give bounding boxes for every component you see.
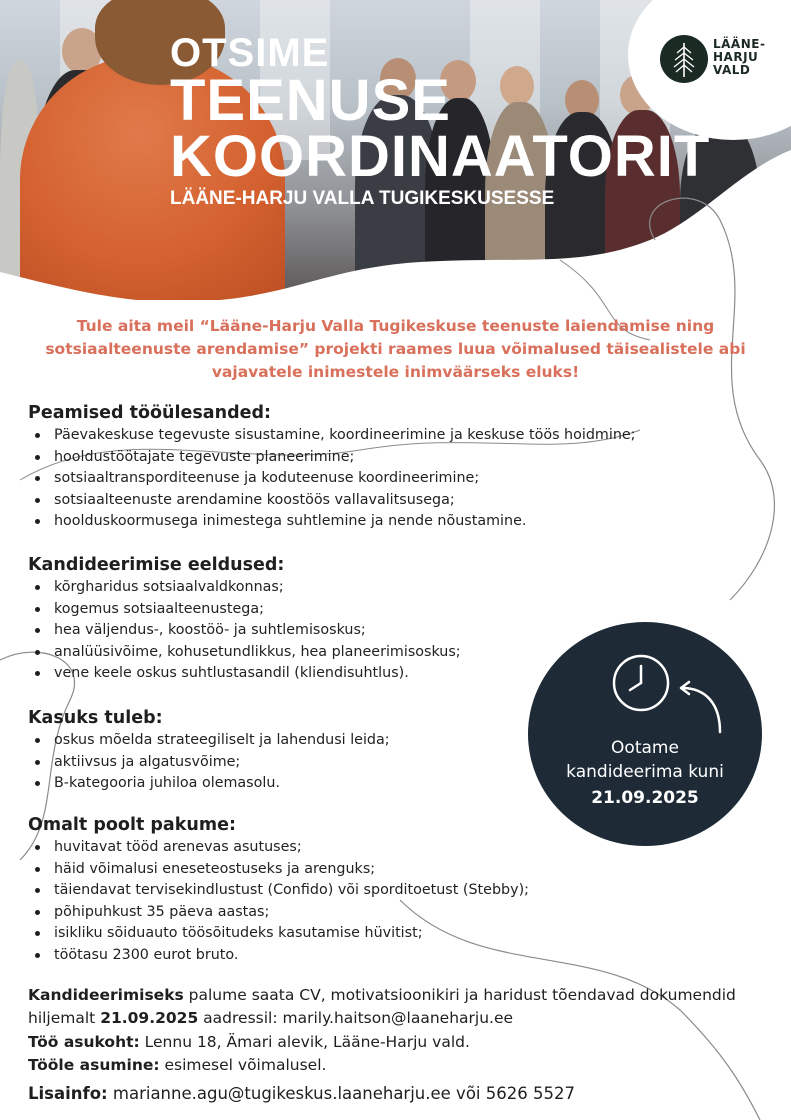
clock-icon: [610, 652, 672, 714]
deadline-badge: [528, 622, 762, 846]
intro-text: Tule aita meil “Lääne-Harju Valla Tugikeskuse teenuste laiendamise ning sotsiaalteenuste arendamise” projekti raames luua võimalused täisealistele abi vajavatele inimestele inimväärseks eluks!: [45, 317, 746, 381]
list-item: täiendavat tervisekindlustust (Confido) või sporditoetust (Stebby);: [28, 880, 728, 902]
badge-date: 21.09.2025: [591, 788, 699, 808]
logo-text: [713, 38, 765, 77]
headline-subtitle: LÄÄNE-HARJU VALLA TUGIKESKUSESSE: [170, 188, 555, 209]
tree-icon: [660, 35, 708, 83]
list-item: isikliku sõiduauto töösõitudeks kasutamise hüvitist;: [28, 923, 728, 945]
info-label: Lisainfo:: [28, 1084, 108, 1104]
headline-line1: OTSIME: [170, 31, 330, 75]
apply-paragraph: [28, 984, 768, 1031]
list-item: huvitavat tööd arenevas asutuses;: [28, 837, 728, 859]
list-item: kõrgharidus sotsiaalvaldkonnas;: [28, 577, 728, 599]
list-item: aktiivsus ja algatusvõime;: [28, 752, 728, 774]
section-title: Kasuks tuleb:: [28, 708, 163, 728]
list-item: hoolduskoormusega inimestega suhtlemine ja nende nõustamine.: [28, 511, 728, 533]
list-item: kogemus sotsiaalteenustega;: [28, 599, 728, 621]
apply-text: palume saata CV, motivatsioonikiri ja haridust tõendavad dokumendid hiljemalt: [28, 986, 736, 1028]
list-item: hea väljendus-, koostöö- ja suhtlemisoskus;: [28, 620, 728, 642]
list-item: põhipuhkust 35 päeva aastas;: [28, 902, 728, 924]
info-line: [28, 1082, 768, 1105]
section-main-tasks: [28, 401, 728, 533]
list-item: B-kategooria juhiloa olemasolu.: [28, 773, 728, 795]
apply-email: aadressil: marily.haitson@laaneharju.ee: [198, 1009, 514, 1028]
badge-line2: kandideerima kuni: [566, 762, 724, 782]
start-value: esimesel võimalusel.: [159, 1055, 327, 1074]
list-item: vene keele oskus suhtlustasandil (kliendisuhtlus).: [28, 663, 728, 685]
list-item: Päevakeskuse tegevuste sisustamine, koordineerimine ja keskuse töös hoidmine;: [28, 425, 728, 447]
section-title: Omalt poolt pakume:: [28, 815, 236, 835]
start-line: [28, 1054, 768, 1077]
headline-line3: KOORDINAATORIT: [170, 124, 711, 189]
list-item: hooldustöötajate tegevuste planeerimine;: [28, 447, 728, 469]
list-item: analüüsivõime, kohusetundlikkus, hea planeerimisoskus;: [28, 642, 728, 664]
section-title: Kandideerimise eeldused:: [28, 555, 285, 575]
apply-label: Kandideerimiseks: [28, 986, 184, 1004]
apply-date: 21.09.2025: [100, 1009, 199, 1028]
logo-line1: LÄÄNE-: [713, 37, 766, 51]
list-item: töötasu 2300 eurot bruto.: [28, 945, 728, 967]
offer-list: [28, 837, 728, 967]
location-label: Töö asukoht:: [28, 1032, 140, 1051]
location-value: Lennu 18, Ämari alevik, Lääne-Harju vald.: [139, 1032, 470, 1051]
section-title: Peamised tööülesanded:: [28, 403, 271, 423]
location-line: [28, 1031, 768, 1054]
task-list: [28, 425, 728, 533]
list-item: häid võimalusi eneseteostuseks ja arenguks;: [28, 859, 728, 881]
footer-info: [28, 984, 768, 1105]
badge-text: [528, 736, 762, 784]
headline-line2: TEENUSE: [170, 68, 451, 133]
list-item: sotsiaaltransporditeenuse ja koduteenuse koordineerimine;: [28, 468, 728, 490]
curved-arrow-icon: [676, 680, 728, 736]
info-value: marianne.agu@tugikeskus.laaneharju.ee või 5626 5527: [107, 1084, 575, 1104]
badge-line1: Ootame: [611, 738, 679, 758]
logo-line2: HARJU: [713, 50, 759, 64]
list-item: sotsiaalteenuste arendamine koostöös vallavalitsusega;: [28, 490, 728, 512]
start-label: Tööle asumine:: [28, 1055, 160, 1074]
logo-line3: VALD: [713, 63, 751, 77]
list-item: oskus mõelda strateegiliselt ja lahendusi leida;: [28, 730, 728, 752]
